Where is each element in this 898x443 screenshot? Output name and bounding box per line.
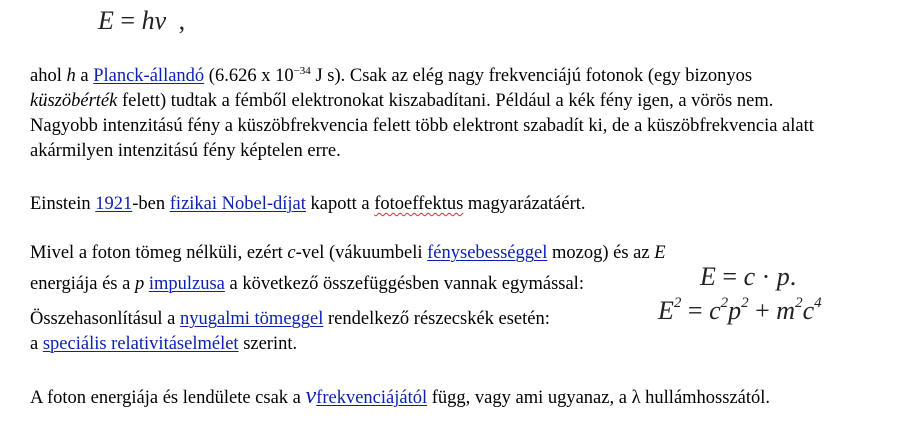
text: Összehasonlításul a xyxy=(30,309,181,329)
symbol-nu: ν xyxy=(305,383,317,409)
formula-e: E xyxy=(700,262,716,291)
formula-p: p xyxy=(776,262,790,291)
nobel-prize-link[interactable]: fizikai Nobel-díjat xyxy=(169,194,306,214)
formula-h-nu: hν xyxy=(141,6,167,35)
formula-c: c xyxy=(709,296,721,325)
threshold-term: küszöbérték xyxy=(30,91,118,111)
text: ahol xyxy=(30,66,67,86)
rest-mass-link[interactable]: nyugalmi tömeggel xyxy=(180,309,324,329)
formula-dot: · xyxy=(761,262,771,291)
text: a xyxy=(75,66,94,86)
frequency-link[interactable]: frekvenciájától xyxy=(316,388,428,408)
text: Mivel a foton tömeg nélküli, ezért xyxy=(30,243,288,263)
special-relativity-link[interactable]: speciális relativitáselmélet xyxy=(42,334,239,354)
text: függ, vagy ami ugyanaz, a λ hullámhosszától. xyxy=(427,388,771,408)
exponent: 4 xyxy=(814,295,822,311)
exponent: 2 xyxy=(673,295,682,311)
formula-p: p xyxy=(728,296,742,325)
formula-e-h-nu xyxy=(98,6,185,36)
text: a következő összefüggésben vannak egymással: xyxy=(224,274,584,294)
exponent: −34 xyxy=(293,65,311,77)
formula-plus: + xyxy=(755,296,770,325)
exponent: 2 xyxy=(720,295,729,311)
formula-equals: = xyxy=(722,262,738,291)
formula-period: . xyxy=(789,262,797,291)
paragraph-relativity-line xyxy=(30,332,880,357)
exponent: 2 xyxy=(741,295,749,311)
exponent: 2 xyxy=(795,295,803,311)
text: Einstein xyxy=(30,194,96,214)
symbol-h: h xyxy=(66,66,76,86)
text: rendelkező részecskék esetén: xyxy=(323,309,550,329)
planck-constant-link[interactable]: Planck-állandó xyxy=(93,66,205,86)
text: mozog) és az xyxy=(547,243,655,263)
text: (6.626 x 10 xyxy=(204,66,294,86)
formula-comma: , xyxy=(178,6,186,35)
formula-equals: = xyxy=(687,296,703,325)
paragraph-frequency xyxy=(30,384,830,411)
formula-c: c xyxy=(802,296,815,325)
formula-e: E xyxy=(658,296,674,325)
paragraph-planck xyxy=(30,64,840,164)
speed-of-light-link[interactable]: fénysebességgel xyxy=(427,243,548,263)
formula-m: m xyxy=(776,296,796,325)
momentum-link[interactable]: impulzusa xyxy=(148,274,225,294)
text: a xyxy=(30,334,43,354)
text: A foton energiája és lendülete csak a xyxy=(30,388,306,408)
paragraph-einstein xyxy=(30,192,880,217)
text: -vel (vákuumbeli xyxy=(295,243,428,263)
formula-e: E xyxy=(98,6,114,35)
formula-relativistic-energy xyxy=(658,296,822,326)
year-1921-link[interactable]: 1921 xyxy=(95,194,133,214)
photoeffect-term: fotoeffektus xyxy=(374,194,464,214)
symbol-e: E xyxy=(654,243,666,263)
formula-c: c xyxy=(743,262,756,291)
text: felett) tudtak a fémből elektronokat kiszabadítani. Például a kék fény igen, a vörös nem. Nagyobb intenzitású fény a küszöbfrekvencia felett több elektront szabadít ki, de a küszöbfrekvencia alatt akármilyen intenzitású fény képtelen erre. xyxy=(30,91,814,161)
text: J s). Csak az elég nagy frekvenciájú fotonok (egy bizonyos xyxy=(310,66,753,86)
text: magyarázatáért. xyxy=(463,194,586,214)
text: szerint. xyxy=(238,334,298,354)
symbol-c: c xyxy=(287,243,296,263)
formula-equals: = xyxy=(120,6,136,35)
text: -ben xyxy=(132,194,170,214)
text: kapott a xyxy=(305,194,375,214)
formula-e-c-p xyxy=(700,262,796,292)
text: energiája és a xyxy=(30,274,135,294)
symbol-p: p xyxy=(134,274,145,294)
